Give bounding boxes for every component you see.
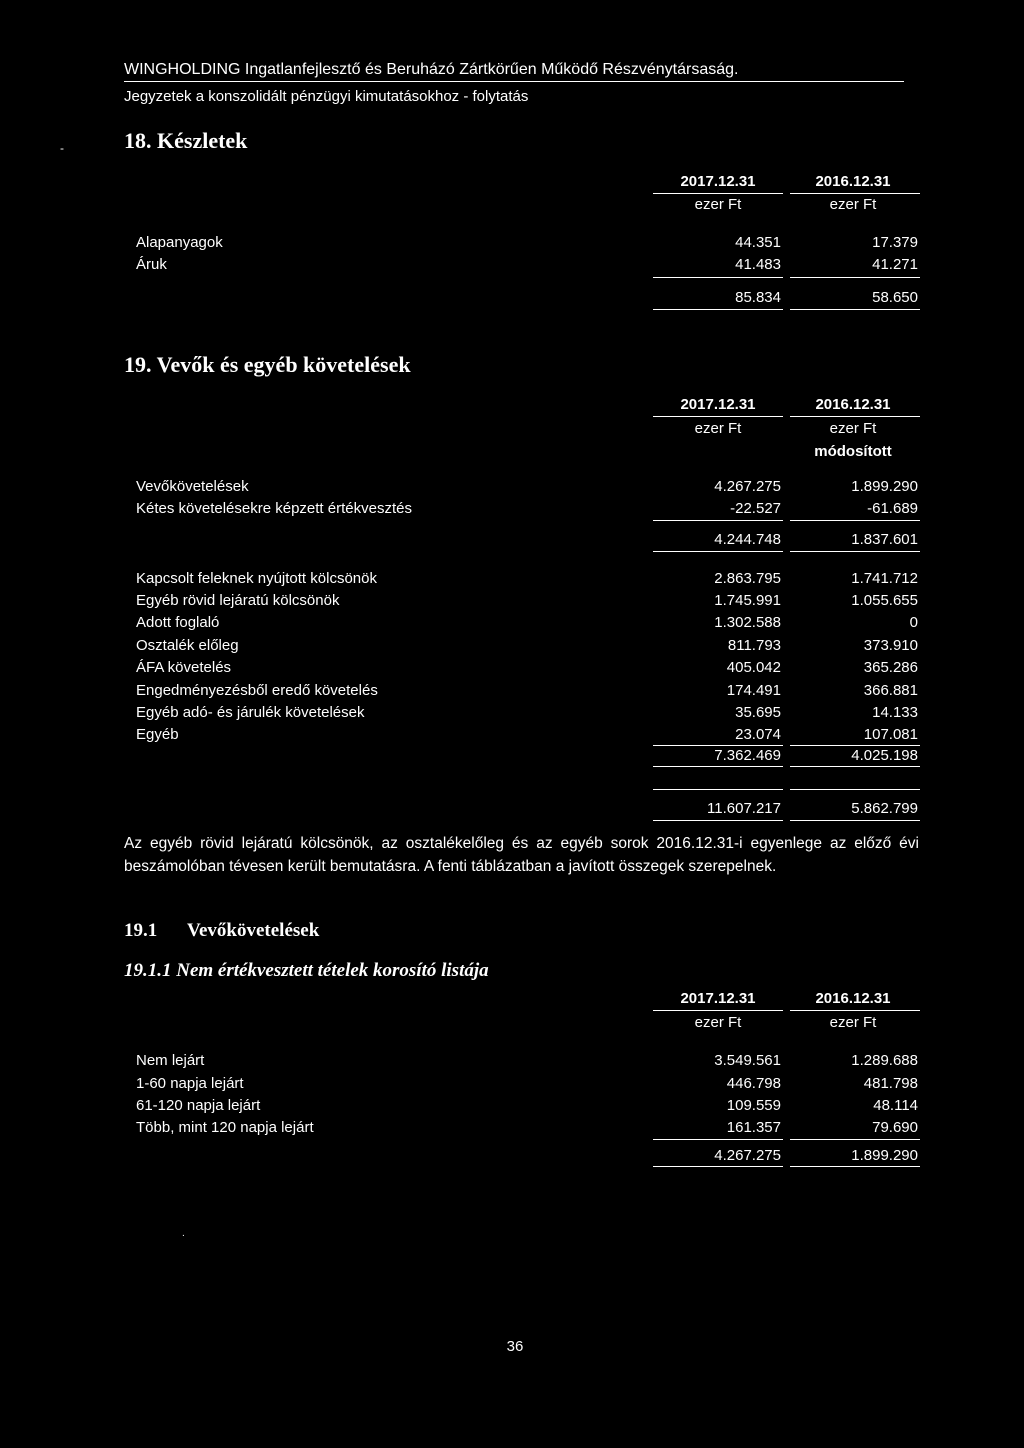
s1911-total-underline [653,1166,783,1167]
header-subtitle: Jegyzetek a konszolidált pénzügyi kimutatásokhoz - folytatás [124,88,529,105]
s19-total-rule [653,789,783,790]
s19-row-value-2016: 14.133 [872,704,918,721]
s18-row-label: Alapanyagok [136,234,223,251]
s19-subtotal-rule [790,520,920,521]
s19-row-label: Kapcsolt feleknek nyújtott kölcsönök [136,570,377,587]
s19-col2-unit: ezer Ft [829,420,877,437]
s1911-col1-head-rule [653,1010,783,1011]
s19-row-value-2017: -22.527 [730,500,781,517]
s19-row-value-2017: 35.695 [735,704,781,721]
s19-row-label: Engedményezésből eredő követelés [136,682,378,699]
s19-subtotal-b-rule [653,745,783,746]
s19-row-value-2017: 4.267.275 [714,478,781,495]
s19-subtotal-b-2016: 4.025.198 [851,747,918,764]
s18-row-value-2017: 44.351 [735,234,781,251]
s19-row-label: Vevőkövetelések [136,478,249,495]
company-name: WINGHOLDING Ingatlanfejlesztő és Beruházó Zártkörűen Működő Részvénytársaság. [124,61,739,78]
s19-row-value-2016: 373.910 [863,637,918,654]
s1911-total-2017: 4.267.275 [714,1147,781,1164]
s19-total-rule [790,789,920,790]
margin-mark: - [60,141,64,155]
s18-col1-unit: ezer Ft [694,196,742,213]
s18-total-2017: 85.834 [735,289,781,306]
s1911-total-2016: 1.899.290 [851,1147,918,1164]
s18-total-underline [653,309,783,310]
s18-col1-head-rule [653,193,783,194]
s19-row-value-2017: 23.074 [735,726,781,743]
s18-total-rule [790,277,920,278]
s1911-col2-unit: ezer Ft [829,1014,877,1031]
s1911-total-underline [790,1166,920,1167]
s18-row-value-2016: 17.379 [872,234,918,251]
s1911-row-label: Nem lejárt [136,1052,205,1069]
s19-col1-unit: ezer Ft [694,420,742,437]
s18-row-value-2016: 41.271 [872,256,918,273]
s18-row-value-2017: 41.483 [735,256,781,273]
s19-subtotal-b-rule [790,745,920,746]
s18-row-label: Áruk [136,256,167,273]
s19-total-2016: 5.862.799 [851,800,918,817]
s19-row-label: Egyéb adó- és járulék követelések [136,704,365,721]
s1911-col2-head-rule [790,1010,920,1011]
s18-col1-date: 2017.12.31 [680,173,756,190]
s19-subtotal-a-2016: 1.837.601 [851,531,918,548]
s18-col2-unit: ezer Ft [829,196,877,213]
s18-total-underline [790,309,920,310]
s19-col2-restated: módosított [814,443,892,460]
s1911-row-value-2017: 109.559 [726,1097,781,1114]
s19-row-value-2016: 107.081 [863,726,918,743]
s1911-row-value-2016: 48.114 [873,1097,918,1114]
s19-total-2017: 11.607.217 [707,800,781,817]
s1911-col1-date: 2017.12.31 [680,990,756,1007]
s19-row-value-2016: 0 [909,614,918,631]
s19-row-value-2017: 811.793 [727,637,781,654]
s18-col2-date: 2016.12.31 [815,173,891,190]
section-19-1-title: Vevőkövetelések [187,920,320,941]
s1911-row-value-2017: 161.357 [726,1119,781,1136]
s19-row-label: Egyéb [136,726,179,743]
section-18-title: 18. Készletek [124,128,248,153]
s19-total-underline [790,820,920,821]
s19-row-value-2016: 366.881 [863,682,918,699]
s19-row-label: Kétes követelésekre képzett értékvesztés [136,500,412,517]
s19-subtotal-underline [790,551,920,552]
s18-col2-head-rule [790,193,920,194]
s19-row-value-2017: 405.042 [726,659,781,676]
s19-subtotal-rule [653,520,783,521]
section-19-1-1-title: 19.1.1 Nem értékvesztett tételek korosító listája [124,960,489,981]
s1911-row-value-2017: 446.798 [726,1075,781,1092]
s19-subtotal-b-underline [653,766,783,767]
s1911-row-label: 1-60 napja lejárt [136,1075,244,1092]
s1911-total-rule [653,1139,783,1140]
s18-total-rule [653,277,783,278]
page-number: 36 [506,1338,524,1355]
s19-row-label: Egyéb rövid lejáratú kölcsönök [136,592,340,609]
s19-total-underline [653,820,783,821]
s19-col1-head-rule [653,416,783,417]
s1911-row-label: Több, mint 120 napja lejárt [136,1119,314,1136]
s19-row-label: Adott foglaló [136,614,220,631]
s19-row-value-2017: 1.302.588 [714,614,781,631]
s19-col1-date: 2017.12.31 [680,396,756,413]
s1911-row-value-2016: 481.798 [863,1075,918,1092]
s1911-row-value-2016: 79.690 [872,1119,918,1136]
s19-subtotal-underline [653,551,783,552]
s19-row-value-2016: -61.689 [867,500,918,517]
s19-col2-date: 2016.12.31 [815,396,891,413]
s1911-col1-unit: ezer Ft [694,1014,742,1031]
s19-row-value-2016: 365.286 [863,659,918,676]
s19-row-label: ÁFA követelés [136,659,232,676]
s18-total-2016: 58.650 [872,289,918,306]
section-19-1-number: 19.1 [124,920,158,941]
s1911-row-value-2016: 1.289.688 [851,1052,918,1069]
s1911-row-value-2017: 3.549.561 [714,1052,781,1069]
s19-row-label: Osztalék előleg [136,637,239,654]
s1911-row-label: 61-120 napja lejárt [136,1097,261,1114]
s19-subtotal-b-2017: 7.362.469 [714,747,781,764]
section-19-title: 19. Vevők és egyéb követelések [124,352,411,377]
s19-row-value-2016: 1.899.290 [851,478,918,495]
s19-subtotal-b-underline [790,766,920,767]
stray-dot: . [182,1228,185,1239]
s1911-total-rule [790,1139,920,1140]
s19-row-value-2016: 1.741.712 [851,570,918,587]
s19-correction-note: Az egyéb rövid lejáratú kölcsönök, az osztalékelőleg és az egyéb sorok 2016.12.31-i egyenlege az előző évi beszámolóban tévesen került bemutatásra. A fenti táblázatban a javított összegek szerepelnek. [124,835,919,875]
s1911-col2-date: 2016.12.31 [815,990,891,1007]
s19-row-value-2016: 1.055.655 [851,592,918,609]
s19-subtotal-a-2017: 4.244.748 [714,531,781,548]
s19-row-value-2017: 1.745.991 [714,592,781,609]
s19-row-value-2017: 2.863.795 [714,570,781,587]
s19-col2-head-rule [790,416,920,417]
header-rule [124,81,904,82]
s19-row-value-2017: 174.491 [726,682,781,699]
